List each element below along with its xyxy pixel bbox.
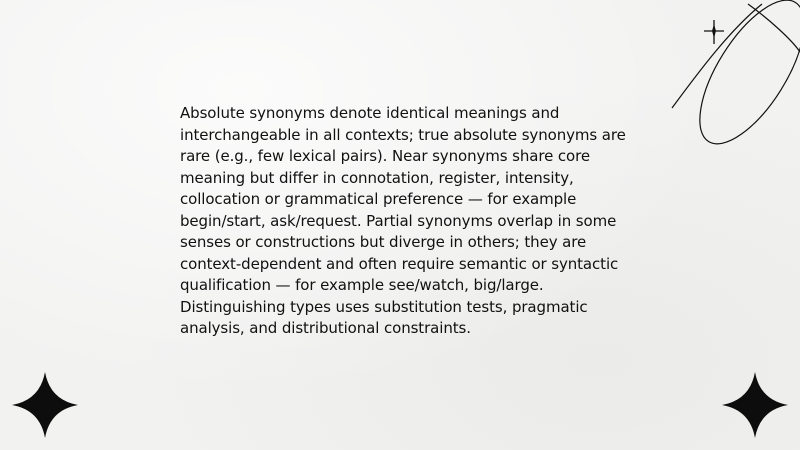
sparkle-icon: [704, 20, 724, 44]
four-point-star-icon: [12, 372, 78, 438]
body-paragraph: Absolute synonyms denote identical meanings and interchangeable in all contexts; true absolute synonyms are rare (e.g., few lexical pairs). Near synonyms share core meaning but differ in connotation, register, intensity, collocation or grammatical preference — for example begin/start, ask/request. Partial synonyms overlap in some senses or constructions but diverge in others; they are context-dependent and often require semantic or syntactic qualification — for example see/watch, big/large. Distinguishing types uses substitution tests, pragmatic analysis, and distributional constraints.: [180, 104, 626, 337]
orbit-lines-icon: [670, 0, 800, 150]
four-point-star-icon: [722, 372, 788, 438]
